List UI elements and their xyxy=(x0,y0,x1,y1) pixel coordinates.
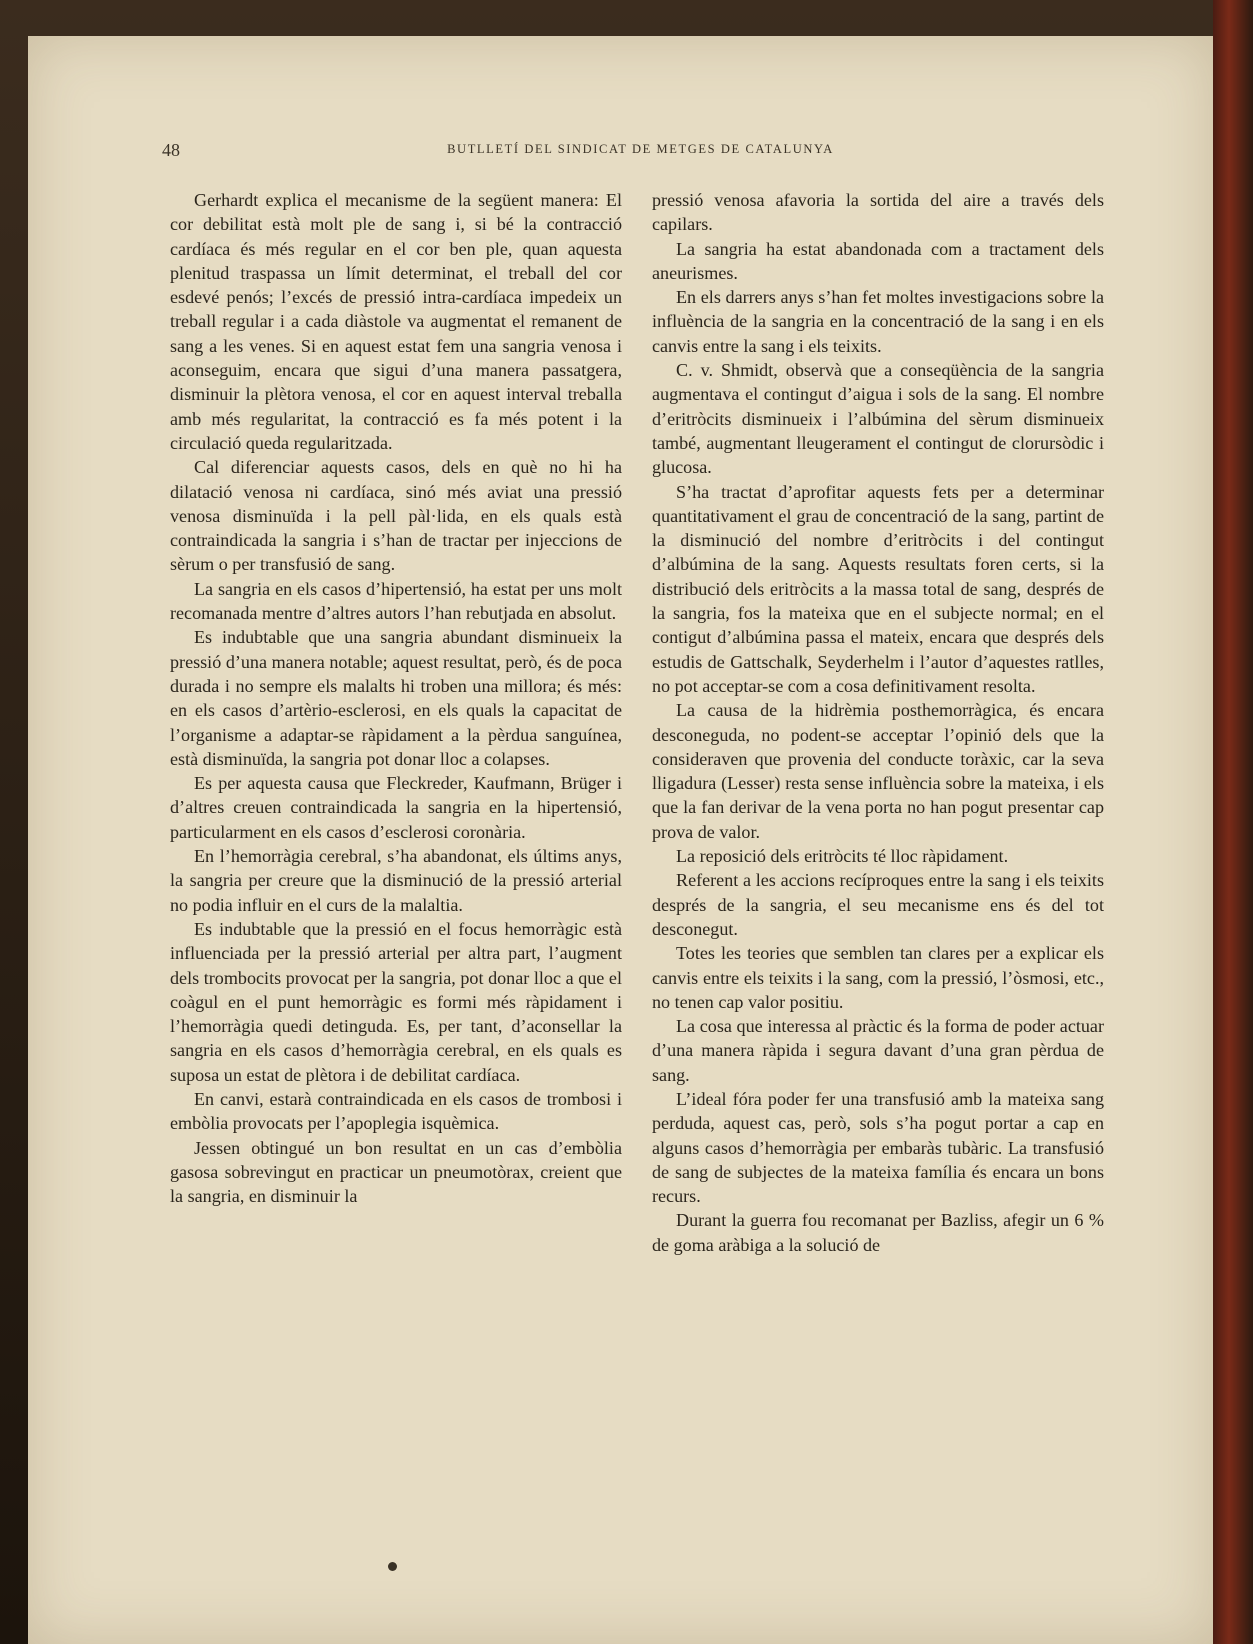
right-column xyxy=(652,188,1104,1257)
ink-dot xyxy=(388,1562,397,1571)
paragraph: Durant la guerra fou recomanat per Bazliss, afegir un 6 % de goma aràbiga a la solució de xyxy=(652,1210,1104,1255)
book-binding-edge xyxy=(1213,0,1253,1644)
paragraph: Es indubtable que una sangria abundant disminueix la pressió d’una manera notable; aquest resultat, però, és de poca durada i no sempre els malalts hi troben una millora; és més: en els casos d’artèrio-esclerosi, en els quals la capacitat de l’organisme a adaptar-se ràpidament a la pèrdua sanguínea, està disminuïda, la sangria pot donar lloc a colapses. xyxy=(170,627,622,769)
paragraph: En canvi, estarà contraindicada en els casos de trombosi i embòlia provocats per l’apoplegia isquèmica. xyxy=(170,1088,622,1134)
paragraph: La reposició dels eritròcits té lloc ràpidament. xyxy=(676,846,1009,867)
paragraph: L’ideal fóra poder fer una transfusió amb la mateixa sang perduda, aquest cas, però, sols s’ha pogut portar a cap en alguns casos d’hemorràgia per embaràs tubàric. La transfusió de sang de subjectes de la mateixa família és encara un bons recurs. xyxy=(652,1088,1104,1207)
paragraph: En l’hemorràgia cerebral, s’ha abandonat, els últims anys, la sangria per creure que la disminució de la pressió arterial no podia influir en el curs de la malaltia. xyxy=(170,846,622,915)
page-number: 48 xyxy=(162,140,180,160)
running-head: BUTLLETÍ DEL SINDICAT DE METGES DE CATALUNYA xyxy=(447,142,834,156)
paragraph: C. v. Shmidt, observà que a conseqüència de la sangria augmentava el contingut d’aigua i sols de la sang. El nombre d’eritròcits disminueix i l’albúmina del sèrum disminueix també, augmentant lleugerament el contingut de clorursòdic i glucosa. xyxy=(652,360,1104,478)
paragraph: Jessen obtingué un bon resultat en un cas d’embòlia gasosa sobrevingut en practicar un pneumotòrax, creient que la sangria, en disminuir la xyxy=(170,1137,622,1207)
left-column xyxy=(170,188,622,1208)
paragraph: La cosa que interessa al pràctic és la forma de poder actuar d’una manera ràpida i segura davant d’una gran pèrdua de sang. xyxy=(652,1016,1104,1085)
paragraph: La sangria en els casos d’hipertensió, ha estat per uns molt recomanada mentre d’altres autors l’han rebutjada en absolut. xyxy=(170,578,622,624)
paragraph: La sangria ha estat abandonada com a tractament dels aneurismes. xyxy=(652,238,1104,283)
paragraph: En els darrers anys s’han fet moltes investigacions sobre la influència de la sangria en la concentració de la sang i en els canvis entre la sang i els teixits. xyxy=(652,287,1104,356)
paragraph: Referent a les accions recíproques entre la sang i els teixits després de la sangria, el seu mecanisme ens és del tot desconegut. xyxy=(652,870,1104,939)
paragraph: S’ha tractat d’aprofitar aquests fets per a determinar quantitativament el grau de concentració de la sang, partint de la disminució del nombre d’eritròcits i del contingut d’albúmina de la sang. Aquests resultats foren certs, si la distribució dels eritròcits a la massa total de sang, després de la sangria, fos la mateixa que en el subjecte normal; en el contigut d’albúmina passa el mateix, encara que després dels estudis de Gattschalk, Seyderhelm i l’autor d’aquestes ratlles, no pot acceptar-se com a cosa definitivament resolta. xyxy=(652,481,1104,696)
paragraph: Es indubtable que la pressió en el focus hemorràgic està influenciada per la pressió arterial per altra part, l’augment dels trombocits provocat per la sangria, pot donar lloc a que el coàgul en el punt hemorràgic es formi més ràpidament i l’hemorràgia quedi detinguda. Es, per tant, d’aconsellar la sangria en els casos d’hemorràgia cerebral, en els quals es suposa un estat de plètora i de debilitat cardíaca. xyxy=(170,918,622,1085)
book-page xyxy=(28,36,1213,1644)
paragraph: La causa de la hidrèmia posthemorràgica, és encara desconeguda, no podent-se acceptar l’opinió dels que la consideraven que provenia del conducte toràxic, car la seva lligadura (Lesser) resta sense influència sobre la mateixa, i els que la fan derivar de la vena porta no han pogut presentar cap prova de valor. xyxy=(652,700,1104,842)
paragraph: Totes les teories que semblen tan clares per a explicar els canvis entre els teixits i la sang, com la pressió, l’òsmosi, etc., no tenen cap valor positiu. xyxy=(652,943,1104,1012)
paragraph-continued: pressió venosa afavoria la sortida del aire a través dels capilars. xyxy=(652,190,1104,235)
paragraph: Cal diferenciar aquests casos, dels en què no hi ha dilatació venosa ni cardíaca, sinó més aviat una pressió venosa disminuïda i la pell pàl·lida, en els quals està contraindicada la sangria i s’han de tractar per injeccions de sèrum o per transfusió de sang. xyxy=(170,457,622,575)
paragraph: Es per aquesta causa que Fleckreder, Kaufmann, Brüger i d’altres creuen contraindicada la sangria en la hipertensió, particularment en els casos d’esclerosi coronària. xyxy=(170,773,622,842)
paragraph: Gerhardt explica el mecanisme de la següent manera: El cor debilitat està molt ple de sang i, si bé la contracció cardíaca és més regular en el cor ben ple, quan aquesta plenitud traspassa un límit determinat, el treball del cor esdevé penós; l’excés de pressió intra-cardíaca impedeix un treball regular i a cada diàstole va augmentat el remanent de sang a les venes. Si en aquest estat fem una sangria venosa i aconseguim, encara que sigui d’una manera passatgera, disminuir la plètora venosa, el cor en aquest interval treballa amb més regularitat, la contracció es fa més potent i la circulació queda regularitzada. xyxy=(170,190,622,453)
